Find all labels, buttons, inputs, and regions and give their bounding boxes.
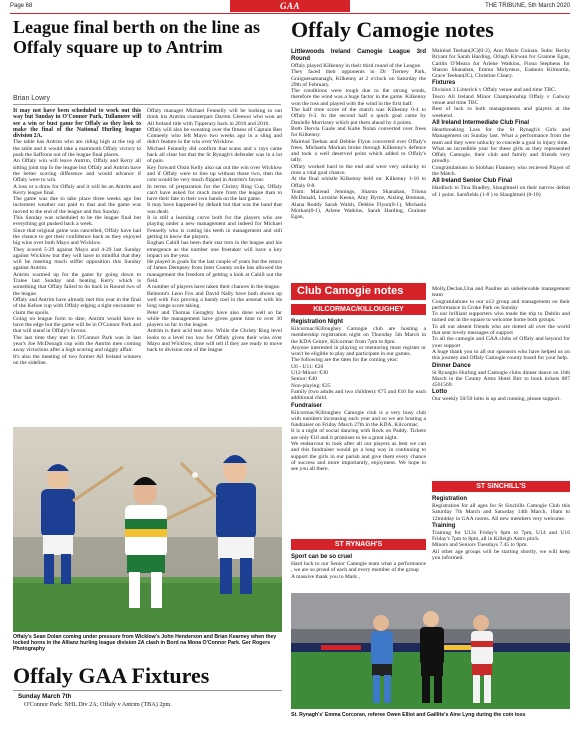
paragraph: Antrim is their acid test now. While the Christy Ring level looks to a level too low for Offaly given their wins over Mayo and Wicklow, time will tell if they are ready to move back to division one of the league [147,328,282,354]
subheading: Training [432,522,456,529]
paragraph: To all our absent friends who are dotted all over the world that sent lovely messages of support [432,323,570,337]
paragraph: Peter and Thomas Geraghty have also done well so far while the management have given game time to over 30 players so far in the league. [147,309,282,329]
paragraph: Belmont's Leon Fox and David Nally have both shown up well with Fox proving a handy tool in the arsenal with his long range score taking. [147,290,282,310]
fixtures-rule [13,690,282,691]
paragraph: A massive thank you to Mark , [291,573,360,580]
paragraph: Mairéad Teehan and Debbie Flynn converted over Offaly's frees. Michaela Morkan broke through Kilkenny's defence and took a well deserved point which added to Offaly's tally. [291,138,426,164]
fixtures-headline: Offaly GAA Fixtures [13,663,210,688]
paragraph: Going on league form to date, Antrim would have to have the edge but the game will be in O'Connor Park and that will stand in Offaly's favour. [13,315,141,335]
page-number: Page 68 [10,3,33,9]
paragraph: What an incredible year for these girls as they represented Offaly Camogie, their club and family and friends very proudly. [432,145,570,165]
paragraph: Kilcormac/Killoughey Camogie club are hosting a membership registration night on Thursday 5th March in the KDA Centre, Kilcormac from 7pm to 8pm. [291,326,426,345]
subheading: Dinner Dance [432,362,471,369]
paper-date: THE TRIBUNE, 5th March 2020 [485,3,570,9]
paragraph: Tesco All Ireland Minor Championship Offaly v Galway venue and time TBC [432,93,570,107]
subheading: Littlewoods Ireland Camogie League 3rd Round [291,49,426,62]
st-rynaghs-label: ST RYNAGH'S [291,539,426,550]
paragraph: Key forward Oisin Kelly also sat out the win over Wicklow and if Offaly were to line up without those two, then the coin would be very much flipped in Antrim's favour. [147,164,282,184]
coin-toss-caption: St. Rynagh's' Emma Corcoran, referee Owen Elliot and Gaillite's Aine Lyng during the coin toss [291,712,526,718]
paragraph: Offaly will also be sweating over the fitness of Captain Ben Conneely who left Mayo two weeks ago in a sling and didn't feature in the win over Wicklow. [147,126,282,146]
subheading: Sport can be so cruel [291,554,353,560]
paragraph: U12-Minor: €30 [291,370,328,377]
fixtures-line: O'Connor Park: NHL Div 2A; Offaly v Antrim (TBA) 2pm. [24,701,172,708]
coin-toss-illustration [291,593,570,709]
paragraph: The table has Antrim who are riding high at the top of the table and it would take a mammoth Offaly victory to push the Saffrons out of the league final places. [13,139,141,159]
league-column-2 [147,108,282,354]
kilcormac-notes [291,318,426,473]
paragraph: A number of players have taken their chances in the league. [147,284,281,291]
subheading: All Ireland Intermediate Club Final [432,119,530,126]
paragraph: Training for U12s Friday's 6pm to 7pm, U14 and U16 Friday's 7pm to 8pm, all in Killeigh Astro pitch. [432,529,570,543]
paragraph: Non-playing: €25 [291,382,331,389]
paragraph: Registration for all ages for St Sinchills Camogie Club this Saturday 7th March and Saturday 14th March, 10am to 12midday in GAA rooms. All new members very welcome. [432,503,570,522]
coin-toss-photo [291,593,570,709]
subheading: Registration [432,496,468,502]
hurling-photo-caption: Offaly's Sean Dolan coming under pressure from Wicklow's John Henderson and Brian Kearney when they locked horns in the Allianz hurling league division 2A clash in Bord na Mona O'Connor Park. Ger Rogers Photography [13,634,277,653]
paragraph: Offaly manager Michael Fennelly will be looking to out think his Antrim counterpart Darren Gleeson who won an All Ireland title with Tipperary back in 2010 and 2016. [147,108,282,127]
subheading: Lotto [432,389,447,396]
st-rynaghs-notes [291,553,426,580]
paragraph: We endeavour to look after all our players as best we can and this fundraiser would go a long way in continuing to support the girls in our parish and give them every chance of success and more importantly, enjoyment. We hope to see you all there. [291,441,426,473]
st-sinchills-notes [432,495,570,561]
paragraph: A loss or a draw for Offaly and it will be an Antrim and Kerry league final. [13,183,141,196]
camogie-headline: Offaly Camogie notes [291,17,494,42]
league-byline: Brian Lowry [13,95,50,102]
subheading: Fixtures [432,80,456,87]
paragraph: Congratulations to Siobhan Flannery who recieved Player of the Match. [432,164,570,178]
st-rynaghs-notes-cont [432,286,570,403]
paragraph: Division 3 Limerick v Offaly venue and and time TBC. [432,87,557,94]
paragraph: The conditions were tough due to the strong winds, therefore the wind was a huge factor in the game. Kilkenny won the toss and played with the wind in the first half. [291,88,426,107]
paragraph: Hard luck to our Senior Camogie team what a performance , we are so proud of each and every member of the group [291,561,426,574]
paragraph: It is still a learning curve both for the players who are playing under a new management and indeed for Michael Fennelly who is cutting his teeth in management and still getting to know the players. [147,215,282,240]
paragraph: U6 - U11: €20 [291,363,324,370]
paragraph: The following are the rates for the coming year: [291,357,399,364]
paragraph: St Rynaghs Hurling and Camogie clubs dinner dance on 16th March in the County Arms Hotel Birr to book tickets 087 4561569. [432,369,570,389]
paragraph: Molly,Declan,Una and Pauline an unbelievable management team [432,286,570,299]
byline-rule [13,104,281,105]
masthead [0,0,580,14]
paragraph: Both Dervla Gaule and Katie Nolan converted over frees for Kilkenny. [291,125,426,139]
paragraph: The last time they met in O'Connor Park was in last year's Joe McDonagh cup with the Antrim men coming away victorious after a high scoring and niggly affair. [13,334,141,354]
kilcormac-label: KILCORMAC/KILLOUGHEY [291,304,426,315]
paragraph: Family (two adults and two children): €75 and €10 for each additional child. [291,388,426,402]
paragraph: They scored 5-29 against Mayo and 4-29 last Sunday against Wicklow but they will have to mindful that they will be meeting much stiffer opposition this Sunday against Antrim. [13,246,141,272]
paragraph: Best of luck to both managements and players at the weekend. [432,106,570,119]
paragraph: In terms of preparation for the Christy Ring Cup, Offaly can't have asked for much more from the league than to have their fate in their own hands on the last game. [147,183,282,203]
paragraph: Offaly worked hard to the end and were very unlucky to miss a vital goal chance. [291,163,426,177]
paragraph: Senior: €40 [291,376,317,383]
paragraph: It may not have been scheduled to work out this way but Sunday in O'Connor Park, Tullamore will see a win or bust game for Offaly as they look to make the final of the National Hurling league division 2A. [13,108,141,140]
paragraph: An Offaly win will leave Antrim, Offaly and Kerry all sitting joint top fo the league but Offaly and Antrim have the better scoring difference and would advance if Offaly were to win. [13,158,141,184]
subheading: Registration Night [291,319,343,325]
paragraph: Mairéad Teehan(JC)(0-2), Ann Marie Guinan. Subs: Becky Bryant for Sarah Harding, Orlagh Kirwan for Grainne Egan, Caitlin O'Meara for Arlene Watkins, Fiona Stephens for Sharon Shanahan, Emma Molyneux, Eadaoin Kilmartin, Grace Teehan(JC), Christine Cleary. [432,48,570,80]
paragraph: The game was due to take place three weeks ago but inclement weather out paid to that and the game was moved to the end of the league and this Sunday. [13,196,141,215]
camogie-column-b [432,48,570,198]
league-headline: League final berth on the line as Offaly square up to Antrim [13,17,261,57]
club-camogie-banner: Club Camogie notes [291,283,426,300]
league-column-1 [13,108,141,366]
paragraph: To our brilliant supporters who made the trip to Dublin and turned out in the square to welcome home both groups. [432,311,570,324]
paragraph: All other age groups will be starting shortly, we will keep you informed. [432,548,570,562]
camogie-column-a [291,48,426,220]
subheading: Fundraiser [291,402,323,409]
paragraph: Offaly and Antrim have already met this year in the final of the Kehoe cup with Offaly edging a tight encounter to claim the spoils. [13,296,141,316]
paragraph: Minors and Seniors Tuesdays 7.45 to 9pm. [432,542,528,549]
st-sinchills-label: ST SINCHILL'S [432,481,570,492]
paragraph: Our weekly 50/50 lotto is up and running, please support. [432,396,561,403]
paragraph: They faced their opponents in Dr Tierney Park, Graiguenamanagh, Kilkenny at 2 o'clock on Saturday the 29th of February. [291,69,426,88]
paragraph: Congratulations to our u12 group and management on their performance in Croke Park on Sunday [432,298,570,311]
paragraph: The half time score of the match was Kilkenny 0-4 to Offaly 0-3. In the second half a quick goal came by Danielle Morrissey which put them ahead by 4 points. [291,107,426,126]
paragraph: Heartbreaking Loss for the St Rynagh's Girls and Management on Sunday last. What a performance from the team and they were unlucky to concede a goal in injury time. [432,126,570,146]
paragraph: This Sunday was scheduled to be the league final but everything got pushed back a week. [13,215,141,228]
paragraph: It's also the meeting of two former All Ireland winners on the sideline. [13,353,141,366]
hurling-match-illustration [13,427,282,632]
section-band [230,0,350,12]
masthead-rule [10,13,570,14]
paragraph: Team: Mairead Jennings, Sharon Shanahan, Triona McDonald, Lorraine Keena, Amy Byrne, Aisling Brennan, Alana Roddy Sarah Walsh, Debbie Flynn(0-1), Michaela Morkan(0-1), Arlene Watkins, Sarah Harding, Grainne Egan, [291,188,426,221]
subheading: All Ireland Senior Club Final [432,178,513,185]
paragraph: Offaly played Kilkenny in their third round of the League. [291,63,422,69]
paragraph: Kilcormac/Killoughey Camogie club is a very busy club with numbers increasing each year and so we are hosting a fundraiser on Friday March 27th in the KDA, Kilcormac. [291,409,426,429]
paragraph: He played in goals for the last couple of years but the return of James Dempsey from Inter County exile has allowed the management the freedom of getting a look at Cahill out the field. [147,259,282,285]
paragraph: It is a night of social dancing with Rock on Paddy. Tickets are only €10 and it promises to be a great night. [291,428,426,441]
paragraph: To all the camogie and GAA clubs of Offaly and beyond for your support [432,336,570,349]
section-label: GAA [279,1,300,11]
hurling-match-photo [13,427,282,632]
paragraph: Eoghan Cahill has been their star turn in the league and his emergence as the number one freetaker will have a key impact on the year. [147,240,282,259]
paragraph: Anyone interested in playing or mentoring must register or won't be eligible to play and participate in our games. [291,344,426,358]
paragraph: At the final whistle Kilkenny held on: Kilkenny 1-10 to Offaly 0-8. [291,176,426,189]
fixtures-date: Sunday March 7th [18,693,72,700]
paragraph: Antrim warmed up for the game by going down to Tralee last Sunday and beating Kerry which is something that Offaly failed to do back in Round two of the league. [13,271,141,297]
paragraph: Hardluck to Tina Bradley, Slaughtneil on their narrow defeat of 1 point. Sarsfields (1-8 ) to Slaughtneil (0-10) [432,185,570,198]
paragraph: Since that original game was cancelled, Offaly have had the chance to get their confidence back as they enjoyed big wins over both Mayo and Wicklow. [13,227,141,247]
paragraph: It may have happened by default but that was the hand that was dealt. [147,202,282,215]
paragraph: Michael Fennelly did confirm that scans and x rays came back all clear but that the St Rynagh's defender was in a lot of pain. [147,145,282,165]
paragraph: A huge thank you to all our sponsors who have helped us on this journey and Offaly Camogie county board for your help. [432,348,570,362]
